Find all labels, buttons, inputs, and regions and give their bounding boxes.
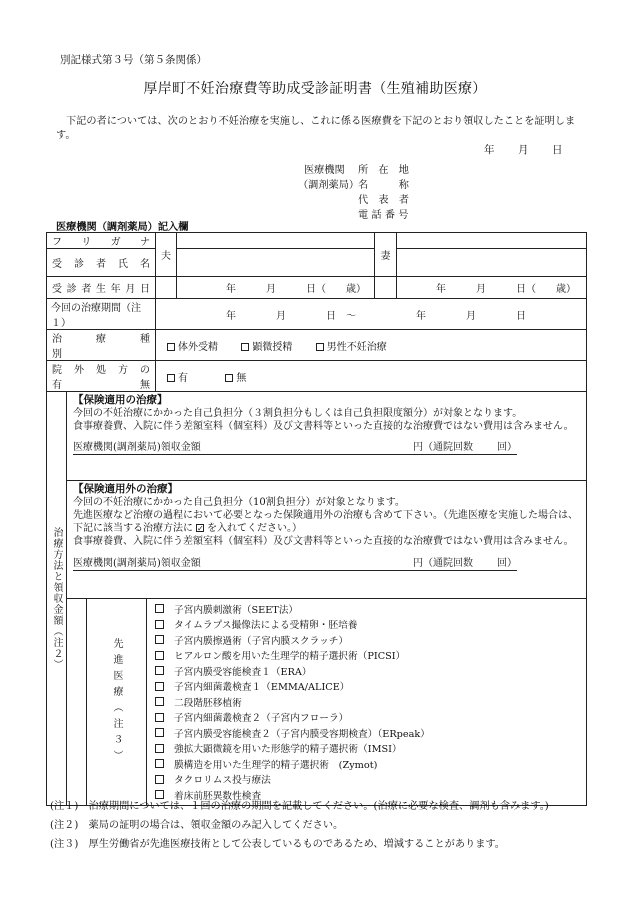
advanced-item: 子宮内膜受容能検査２（子宮内膜受容期検査）（ERpeak）	[155, 725, 586, 741]
wife-label: 妻	[375, 233, 397, 277]
insured-visits-label: 回）	[497, 442, 517, 453]
form-number-label: 別記様式第３号（第５条関係）	[60, 54, 207, 66]
husband-furigana-field[interactable]	[177, 233, 375, 249]
icsi-checkbox[interactable]	[241, 343, 249, 351]
insured-title: 【保険適用の治療】	[73, 394, 168, 406]
advanced-item-checkbox[interactable]	[155, 759, 164, 768]
husband-label: 夫	[156, 233, 177, 277]
advanced-item-checkbox[interactable]	[155, 697, 164, 706]
prescription-no-checkbox[interactable]	[225, 374, 233, 382]
insured-treatment-section	[67, 392, 587, 481]
advanced-item-checkbox[interactable]	[155, 728, 164, 737]
insured-yen-label: 円（通院回数	[413, 442, 473, 453]
outside-prescription-label: 院 外 処 方 の 有 無	[47, 361, 156, 392]
advanced-item: 子宮内膜擦過術（子宮内膜スクラッチ）	[155, 632, 586, 648]
treatment-type-options	[156, 330, 587, 361]
wife-furigana-field[interactable]	[397, 233, 587, 249]
insured-line-1: 今回の不妊治療にかかった自己負担分（３割負担分もしくは自己負担限度額分）が対象となります。	[73, 408, 523, 419]
patient-name-label: 受 診 者 氏 名	[47, 249, 156, 277]
treatment-period-field[interactable]: 年 月 日 ～ 年 月 日	[156, 299, 587, 330]
issue-date-year: 年	[484, 144, 495, 156]
male-infertility-option-label: 男性不妊治療	[326, 341, 387, 353]
prescription-no-label: 無	[236, 372, 247, 384]
advanced-item: 子宮内細菌叢検査１（EMMA/ALICE）	[155, 679, 586, 695]
male-infertility-checkbox[interactable]	[316, 343, 324, 351]
advanced-item-checkbox[interactable]	[155, 682, 164, 691]
husband-name-field[interactable]	[177, 249, 375, 277]
certificate-table	[46, 232, 587, 806]
ivf-option-label: 体外受精	[178, 341, 218, 353]
advanced-item-checkbox[interactable]	[155, 620, 164, 629]
advanced-item: タクロリムス投与療法	[155, 772, 586, 788]
advanced-item-checkbox[interactable]	[155, 744, 164, 753]
issuer-institution-label: 医療機関	[304, 165, 345, 176]
note-3: (注３) 厚生労働省が先進医療技術として公表しているものであるため、増減することがあります。	[50, 839, 505, 850]
section-title: 医療機関（調剤薬局）記入欄	[56, 221, 189, 233]
issuer-pharmacy-label: （調剤薬局）	[298, 180, 360, 191]
note-1: (注１) 治療期間については、１回の治療の期間を記載してください。(治療に必要な検査、調剤も含みます。)	[50, 801, 549, 812]
document-title: 厚岸町不妊治療費等助成受診証明書（生殖補助医療）	[143, 81, 487, 97]
wife-name-field[interactable]	[397, 249, 587, 277]
issue-date-month: 月	[518, 144, 529, 156]
insured-amount-label: 医療機関(調剤薬局)領収金額	[73, 442, 201, 453]
advanced-item-checkbox[interactable]	[155, 713, 164, 722]
issuer-name-label: 名 称	[358, 180, 409, 191]
insured-amount-field[interactable]	[73, 441, 517, 455]
uninsured-title: 【保険適用外の治療】	[73, 483, 178, 495]
husband-birthdate-field[interactable]: 年 月 日（ 歳）	[177, 277, 375, 299]
advanced-item: 子宮内細菌叢検査２（子宮内フローラ）	[155, 710, 586, 726]
checkmark-box-icon: ✓	[197, 524, 204, 533]
advanced-item: 子宮内膜刺激術（SEET法）	[155, 601, 586, 617]
note-2: (注２) 薬局の証明の場合は、領収金額のみ記入してください。	[50, 820, 344, 831]
advanced-item: 膜構造を用いた生理学的精子選択術 (Zymot)	[155, 756, 586, 772]
uninsured-amount-label: 医療機関(調剤薬局)領収金額	[73, 558, 201, 569]
advanced-item-checkbox[interactable]	[155, 604, 164, 613]
issuer-address-label: 所 在 地	[358, 165, 409, 176]
advanced-item-checkbox[interactable]	[155, 635, 164, 644]
icsi-option-label: 顕微授精	[252, 341, 293, 353]
method-amount-label: 治療方法と領収金額（注２）	[47, 392, 67, 806]
furigana-label: フ リ ガ ナ	[47, 233, 156, 249]
uninsured-visits-label: 回）	[497, 558, 517, 569]
prescription-yes-checkbox[interactable]	[167, 374, 175, 382]
issuer-representative-label: 代 表 者	[358, 195, 409, 206]
advanced-item: 子宮内膜受容能検査１（ERA）	[155, 663, 586, 679]
prescription-yes-label: 有	[178, 372, 188, 384]
advanced-item-checkbox[interactable]	[155, 651, 164, 660]
intro-text: 下記の者については、次のとおり不妊治療を実施し、これに係る医療費を下記のとおり領収したことを証明します。	[56, 116, 576, 141]
advanced-medicine-list	[147, 599, 587, 806]
uninsured-line-2: 先進医療など治療の過程において必要となった保険適用外の治療も含めて下さい。（先進医療を実施した場合は、下記に該当する治療方法に ✓ を入れてください。）	[73, 510, 578, 534]
wife-birthdate-field[interactable]: 年 月 日（ 歳）	[397, 277, 587, 299]
uninsured-line-1: 今回の不妊治療にかかった自己負担分（10割負担分）が対象となります。	[73, 497, 405, 508]
issue-date-day: 日	[552, 144, 563, 156]
treatment-type-label: 治 療 種 別	[47, 330, 156, 361]
uninsured-line-3: 食事療養費、入院に伴う差額室料（個室料）及び文書料等といった直接的な治療費ではない費用は含みません。	[73, 536, 574, 547]
uninsured-yen-label: 円（通院回数	[413, 558, 473, 569]
advanced-item: ヒアルロン酸を用いた生理学的精子選択術（PICSI）	[155, 648, 586, 664]
advanced-medicine-label: 先進医療（注３）	[87, 599, 147, 806]
advanced-item: 強拡大顕微鏡を用いた形態学的精子選択術（IMSI）	[155, 741, 586, 757]
uninsured-amount-field[interactable]	[73, 557, 517, 571]
insured-line-2: 食事療養費、入院に伴う差額室料（個室料）及び文書料等といった直接的な治療費ではない費用は含みません。	[73, 421, 574, 432]
issuer-phone-label: 電 話 番 号	[358, 210, 409, 221]
advanced-item: 着床前胚異数性検査	[155, 787, 586, 803]
advanced-item: タイムラプス撮像法による受精卵・胚培養	[155, 617, 586, 633]
outside-prescription-options	[156, 361, 587, 392]
uninsured-treatment-section	[67, 481, 587, 599]
ivf-checkbox[interactable]	[167, 343, 175, 351]
treatment-period-label: 今回の治療期間（注１）	[47, 299, 156, 330]
advanced-item: 二段階胚移植術	[155, 694, 586, 710]
advanced-item-checkbox[interactable]	[155, 775, 164, 784]
birthdate-label: 受 診 者 生 年 月 日	[47, 277, 156, 299]
advanced-item-checkbox[interactable]	[155, 666, 164, 675]
